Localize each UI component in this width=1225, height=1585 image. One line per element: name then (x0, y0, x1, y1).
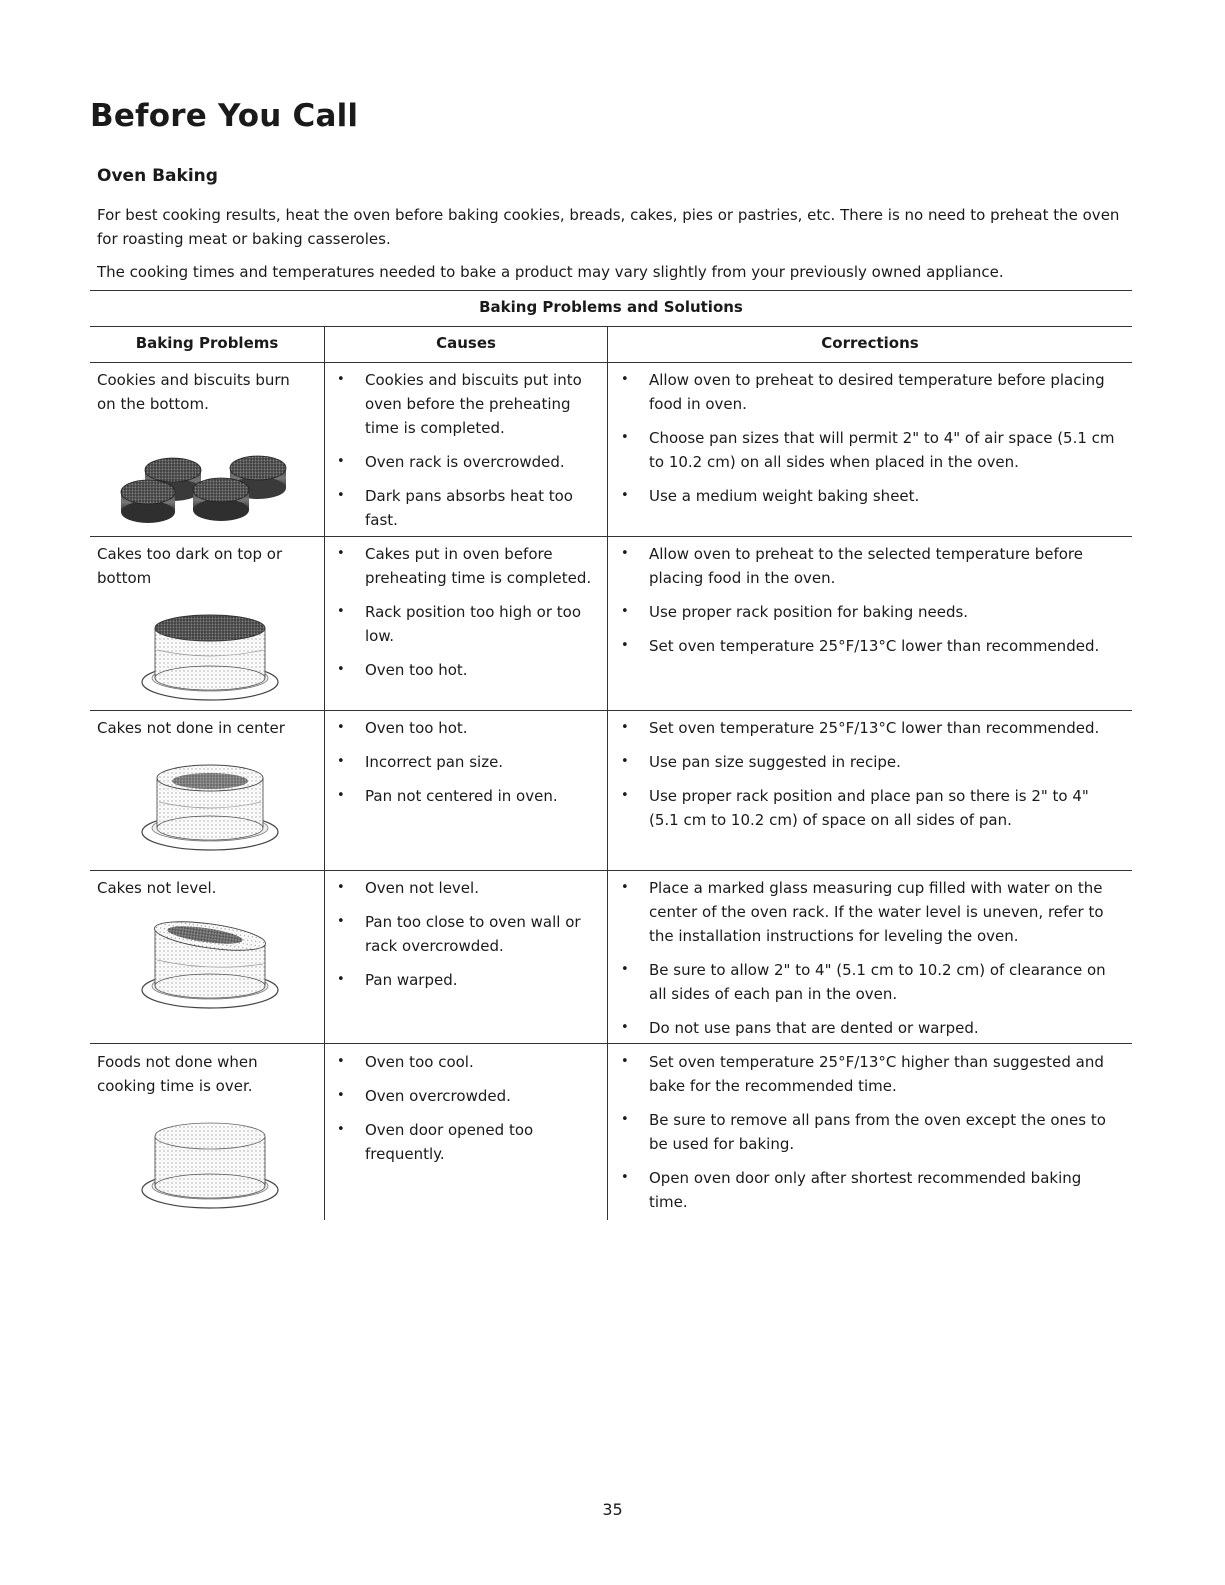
correction-item: • Use proper rack position and place pan so there is 2" to 4" (5.1 cm to 10.2 cm) of space on all sides of pan. (614, 784, 1122, 832)
cause-item: • Rack position too high or too low. (330, 600, 605, 648)
page-title: Before You Call (90, 98, 359, 134)
column-header-corrections: Corrections (821, 334, 919, 352)
cause-item: • Oven too hot. (330, 716, 605, 740)
cause-item: • Oven door opened too frequently. (330, 1118, 605, 1166)
correction-item: • Open oven door only after shortest recommended baking time. (614, 1166, 1122, 1214)
correction-item: • Use a medium weight baking sheet. (614, 484, 1122, 508)
pale-cake-illustration (135, 1118, 285, 1217)
column-divider (324, 326, 325, 1220)
row-divider (90, 536, 1132, 537)
correction-item: • Set oven temperature 25°F/13°C higher than suggested and bake for the recommended time. (614, 1050, 1122, 1098)
problem-cell: Foods not done when cooking time is over. (97, 1053, 258, 1095)
sunken-center-cake-illustration (135, 760, 285, 859)
cause-item: • Dark pans absorbs heat too fast. (330, 484, 605, 532)
corrections-cell (614, 716, 1122, 842)
causes-cell (330, 1050, 605, 1176)
cause-item: • Pan too close to oven wall or rack overcrowded. (330, 910, 605, 958)
correction-item: • Place a marked glass measuring cup filled with water on the center of the oven rack. If the water level is uneven, refer to the installation instructions for leveling the oven. (614, 876, 1122, 948)
cause-item: • Incorrect pan size. (330, 750, 605, 774)
problem-cell: Cakes too dark on top or bottom (97, 545, 283, 587)
correction-item: • Set oven temperature 25°F/13°C lower than recommended. (614, 634, 1122, 658)
dark-top-cake-illustration (135, 610, 285, 709)
cause-item: • Pan not centered in oven. (330, 784, 605, 808)
correction-item: • Use pan size suggested in recipe. (614, 750, 1122, 774)
correction-item: • Set oven temperature 25°F/13°C lower than recommended. (614, 716, 1122, 740)
intro-paragraph-preheat: For best cooking results, heat the oven before baking cookies, breads, cakes, pies or pastries, etc. There is no need to preheat the oven for roasting meat or baking casseroles. (97, 206, 1120, 248)
row-divider (90, 870, 1132, 871)
cause-item: • Oven too hot. (330, 658, 605, 682)
header-top-rule (90, 326, 1132, 327)
cause-item: • Oven not level. (330, 876, 605, 900)
problem-cell: Cakes not level. (97, 879, 217, 897)
cause-item: • Cakes put in oven before preheating time is completed. (330, 542, 605, 590)
causes-cell (330, 542, 605, 692)
correction-item: • Do not use pans that are dented or warped. (614, 1016, 1122, 1040)
column-divider (607, 326, 608, 1220)
column-header-problems: Baking Problems (135, 334, 279, 352)
problem-cell: Cookies and biscuits burn on the bottom. (97, 371, 290, 413)
problem-cell: Cakes not done in center (97, 719, 285, 737)
tilted-cake-illustration (135, 918, 285, 1017)
corrections-cell (614, 1050, 1122, 1224)
cause-item: • Oven too cool. (330, 1050, 605, 1074)
corrections-cell (614, 876, 1122, 1050)
page-number: 35 (602, 1500, 623, 1519)
corrections-cell (614, 542, 1122, 668)
correction-item: • Be sure to allow 2" to 4" (5.1 cm to 10.2 cm) of clearance on all sides of each pan in the oven. (614, 958, 1122, 1006)
row-divider (90, 710, 1132, 711)
correction-item: • Allow oven to preheat to desired temperature before placing food in oven. (614, 368, 1122, 416)
cause-item: • Oven rack is overcrowded. (330, 450, 605, 474)
corrections-cell (614, 368, 1122, 518)
correction-item: • Choose pan sizes that will permit 2" to 4" of air space (5.1 cm to 10.2 cm) on all sides when placed in the oven. (614, 426, 1122, 474)
correction-item: • Use proper rack position for baking needs. (614, 600, 1122, 624)
table-top-rule (90, 290, 1132, 291)
cause-item: • Oven overcrowded. (330, 1084, 605, 1108)
column-header-causes: Causes (436, 334, 496, 352)
header-bottom-rule (90, 362, 1132, 363)
causes-cell (330, 876, 605, 1002)
correction-item: • Be sure to remove all pans from the oven except the ones to be used for baking. (614, 1108, 1122, 1156)
section-title: Oven Baking (97, 166, 218, 186)
causes-cell (330, 368, 605, 542)
causes-cell (330, 716, 605, 818)
cookies-on-sheet-illustration (118, 440, 293, 534)
cause-item: • Cookies and biscuits put into oven before the preheating time is completed. (330, 368, 605, 440)
cause-item: • Pan warped. (330, 968, 605, 992)
intro-paragraph-times: The cooking times and temperatures needed to bake a product may vary slightly from your previously owned appliance. (97, 263, 1004, 281)
table-caption: Baking Problems and Solutions (479, 298, 743, 316)
correction-item: • Allow oven to preheat to the selected temperature before placing food in the oven. (614, 542, 1122, 590)
